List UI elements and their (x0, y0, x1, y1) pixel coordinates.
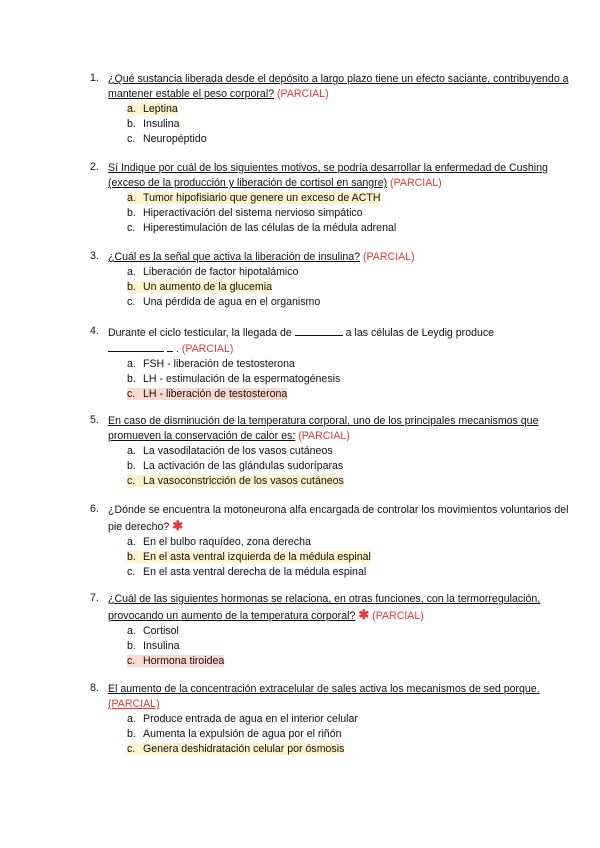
question-number: 3. (90, 250, 99, 262)
question-1 (90, 72, 572, 147)
option-c: c. En el asta ventral derecha de la médula espinal (127, 566, 367, 578)
question-number: 4. (90, 325, 99, 337)
partial-tag: (PARCIAL) (181, 343, 234, 355)
option-a: a. Cortisol (127, 625, 179, 637)
option-b: b. Insulina (127, 118, 180, 130)
star-icon: ✱ (358, 607, 370, 622)
option-a: a. Liberación de factor hipotalámico (127, 266, 299, 278)
options-list (127, 624, 572, 669)
option-a: a. En el bulbo raquídeo, zona derecha (127, 536, 311, 548)
fill-blank-2 (108, 341, 164, 352)
partial-tag: (PARCIAL) (298, 430, 350, 442)
options-list (127, 712, 572, 757)
question-text-block (108, 161, 572, 191)
partial-tag: (PARCIAL) (277, 88, 329, 100)
option-b: b. LH - estimulación de la espermatogénesis (127, 373, 341, 385)
fill-blank-1 (295, 325, 343, 336)
option-c: c. Una pérdida de agua en el organismo (127, 296, 321, 308)
question-6 (90, 503, 572, 580)
question-3 (90, 250, 572, 310)
question-8 (90, 682, 572, 757)
question-text-part-3: . (175, 343, 179, 355)
option-a: a. Leptina (127, 103, 178, 115)
question-text: Sí Indique por cuál de los siguientes motivos, se podría desarrollar la enfermedad de Cushing (exceso de la producción y liberación de cortisol en sangre) (108, 162, 548, 189)
question-number: 8. (90, 682, 99, 694)
question-text: ¿Dónde se encuentra la motoneurona alfa encargada de controlar los movimientos voluntarios del pie derecho? (108, 504, 569, 533)
partial-tag: (PARCIAL) (372, 610, 424, 622)
option-c: c. Hormona tiroidea (127, 655, 225, 667)
question-text: En caso de disminución de la temperatura corporal, uno de los principales mecanismos que promueven la conservación de calor es: (108, 415, 539, 442)
option-c: c. Genera deshidratación celular por ósmosis (127, 743, 345, 755)
question-text-block (108, 503, 572, 535)
option-b: b. Insulina (127, 640, 180, 652)
question-2 (90, 161, 572, 236)
question-text-block (108, 325, 572, 357)
star-icon: ✱ (172, 518, 184, 533)
option-a: a. Tumor hipofisiario que genere un exceso de ACTH (127, 192, 381, 204)
question-text-block (108, 72, 572, 102)
options-list (127, 102, 572, 147)
option-b: b. Aumenta la expulsión de agua por el riñón (127, 728, 342, 740)
question-number: 5. (90, 414, 99, 426)
question-number: 6. (90, 503, 99, 515)
option-b: b. Hiperactivación del sistema nervioso simpático (127, 207, 363, 219)
question-7 (90, 592, 572, 669)
question-number: 7. (90, 592, 99, 604)
question-4 (90, 325, 572, 402)
option-a: a. Produce entrada de agua en el interior celular (127, 713, 358, 725)
partial-tag: (PARCIAL) (108, 698, 160, 710)
question-text-block (108, 414, 572, 444)
question-number: 1. (90, 72, 99, 84)
question-text-block (108, 250, 572, 265)
question-5 (90, 414, 572, 489)
option-a: a. FSH - liberación de testosterona (127, 358, 295, 370)
partial-tag: (PARCIAL) (363, 251, 415, 263)
fill-blank-3 (167, 341, 173, 352)
option-c: c. Neuropéptido (127, 133, 207, 145)
question-text-block (108, 592, 572, 624)
option-a: a. La vasodilatación de los vasos cutáneos (127, 445, 333, 457)
option-b: b. La activación de las glándulas sudoríparas (127, 460, 344, 472)
options-list (127, 444, 572, 489)
option-c: c. La vasoconstricción de los vasos cutáneos (127, 475, 344, 487)
option-b: b. Un aumento de la glucemia (127, 281, 272, 293)
options-list (127, 357, 572, 402)
options-list (127, 191, 572, 236)
question-text: El aumento de la concentración extracelular de sales activa los mecanismos de sed porque. (108, 683, 540, 695)
option-c: c. Hiperestimulación de las células de la médula adrenal (127, 222, 397, 234)
question-text: ¿Cuál es la señal que activa la liberación de insulina? (108, 251, 361, 263)
question-text-part-1: Durante el ciclo testicular, la llegada de (108, 327, 292, 339)
options-list (127, 535, 572, 580)
option-c: c. LH - liberación de testosterona (127, 388, 288, 400)
question-text: ¿Cuál de las siguientes hormonas se relaciona, en otras funciones, con la termorregulación, provocando un aumento de la temperatura corporal? (108, 593, 541, 622)
question-text-part-2: a las células de Leydig produce (345, 327, 495, 339)
partial-tag: (PARCIAL) (390, 177, 442, 189)
question-text-block (108, 682, 572, 712)
question-number: 2. (90, 161, 99, 173)
question-text: ¿Qué sustancia liberada desde el depósito a largo plazo tiene un efecto saciante, contribuyendo a mantener estable el peso corporal? (108, 73, 569, 100)
option-b: b. En el asta ventral izquierda de la médula espinal (127, 551, 371, 563)
options-list (127, 265, 572, 310)
